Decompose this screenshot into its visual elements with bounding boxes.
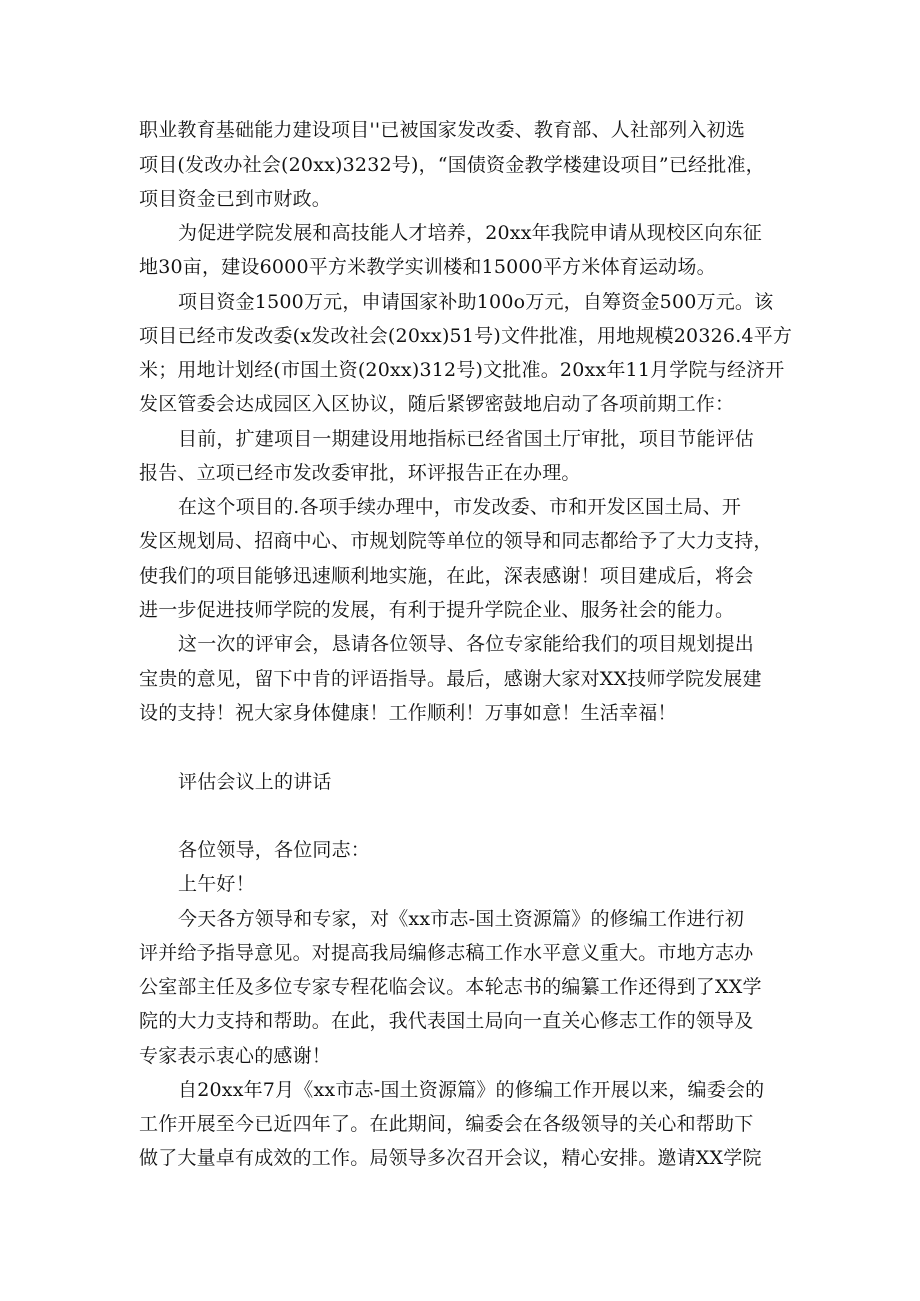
paragraph-first-line: 自20xx年7月《xx市志-国土资源篇》的修编工作开展以来，编委会的 [178, 1079, 765, 1101]
text-line: 地30亩，建设6000平方米教学实训楼和15000平方米体育运动场。 [139, 256, 716, 278]
text-line: 项目已经市发改委(x发改社会(20xx)51号)文件批准，用地规模20326.4平方 [139, 325, 793, 347]
text-line: 米；用地计划经(市国土资(20xx)312号)文批准。20xx年11月学院与经济开 [139, 359, 785, 381]
text-line: 使我们的项目能够迅速顺利地实施，在此，深表感谢！项目建成后，将会 [139, 565, 754, 587]
text-line: 项目(发改办社会(20xx)3232号)，“国债资金教学楼建设项目”已经批准， [139, 154, 765, 176]
text-line: 设的支持！祝大家身体健康！工作顺利！万事如意！生活幸福！ [139, 702, 677, 724]
text-line: 发区管委会达成园区入区协议，随后紧锣密鼓地启动了各项前期工作： [139, 393, 735, 415]
paragraph-first-line: 今天各方领导和专家，对《xx市志-国土资源篇》的修编工作进行初 [178, 908, 745, 930]
paragraph-first-line: 为促进学院发展和高技能人才培养，20xx年我院申请从现校区向东征 [178, 222, 763, 244]
paragraph-first-line: 项目资金1500万元，申请国家补助100o万元，自筹资金500万元。该 [178, 291, 774, 313]
text-line: 职业教育基础能力建设项目''已被国家发改委、教育部、人社部列入初选 [139, 119, 746, 141]
paragraph-first-line: 目前，扩建项目一期建设用地指标已经省国土厅审批，项目节能评估 [178, 428, 755, 450]
text-line: 评并给予指导意见。对提高我局编修志稿工作水平意义重大。市地方志办 [139, 942, 754, 964]
paragraph-first-line: 这一次的评审会，恳请各位领导、各位专家能给我们的项目规划提出 [178, 633, 755, 655]
text-line: 工作开展至今已近四年了。在此期间，编委会在各级领导的关心和帮助下 [139, 1113, 754, 1135]
text-line: 公室部主任及多位专家专程花临会议。本轮志书的编纂工作还得到了XX学 [139, 976, 762, 998]
salutation: 各位领导，各位同志： [178, 839, 371, 861]
greeting: 上午好！ [178, 873, 255, 895]
text-line: 院的大力支持和帮助。在此，我代表国土局向一直关心修志工作的领导及 [139, 1010, 754, 1032]
text-line: 报告、立项已经市发改委审批，环评报告正在办理。 [139, 462, 581, 484]
text-line: 宝贵的意见，留下中肯的评语指导。最后，感谢大家对XX技师学院发展建 [139, 668, 762, 690]
paragraph-first-line: 在这个项目的.各项手续办理中，市发改委、市和开发区国土局、开 [178, 496, 742, 518]
text-line: 项目资金已到市财政。 [139, 188, 332, 210]
text-line: 专家表示衷心的感谢！ [139, 1045, 332, 1067]
text-line: 进一步促进技师学院的发展，有利于提升学院企业、服务社会的能力。 [139, 599, 735, 621]
text-line: 做了大量卓有成效的工作。局领导多次召开会议，精心安排。邀请XX学院 [139, 1147, 762, 1169]
section-title: 评估会议上的讲话 [178, 771, 332, 793]
text-line: 发区规划局、招商中心、市规划院等单位的领导和同志都给予了大力支持， [139, 530, 773, 552]
